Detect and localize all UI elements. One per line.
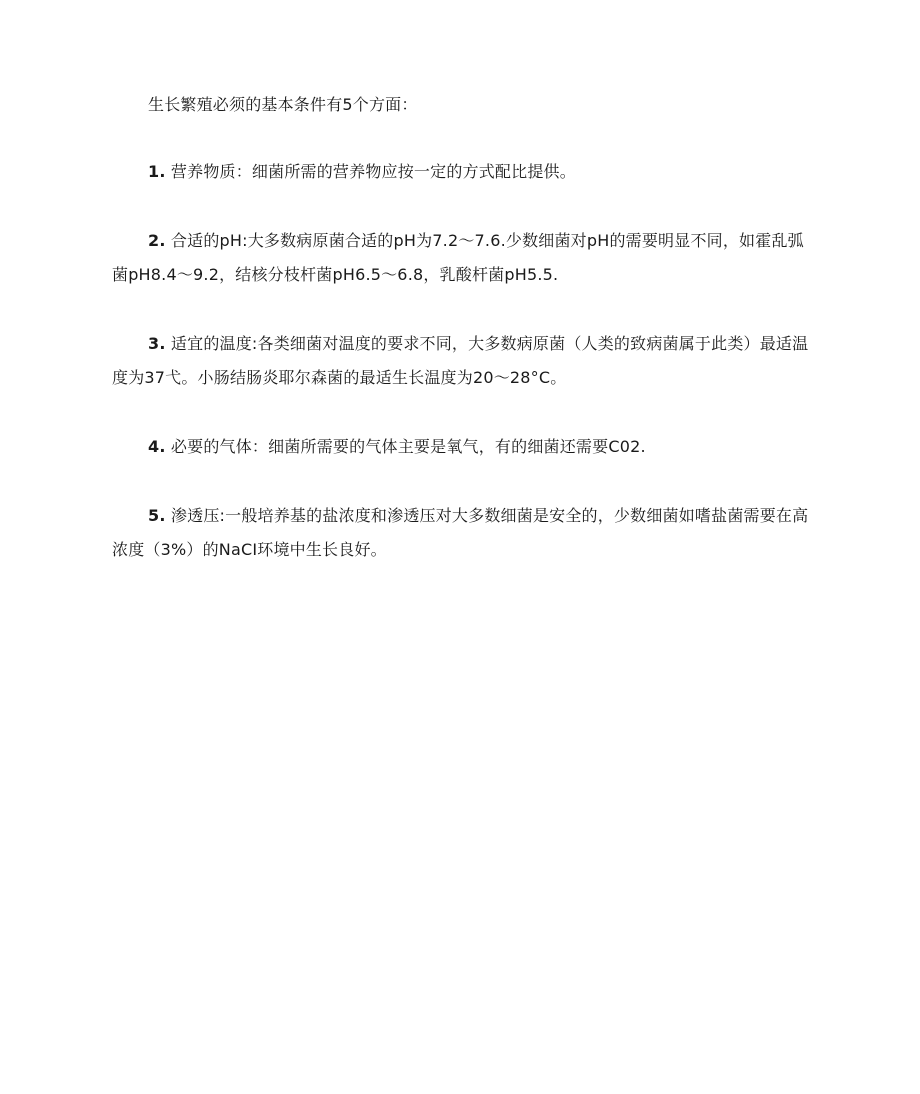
item-number: 4. (148, 437, 166, 456)
item-text: 必要的气体：细菌所需要的气体主要是氧气，有的细菌还需要C02. (170, 437, 646, 456)
list-item (112, 155, 812, 189)
list-item (112, 224, 812, 292)
item-text: 合适的pH:大多数病原菌合适的pH为7.2～7.6.少数细菌对pH的需要明显不同，如霍乱弧菌pH8.4～9.2，结核分枝杆菌pH6.5～6.8，乳酸杆菌pH5.5. (112, 231, 804, 284)
item-number: 2. (148, 231, 166, 250)
list-item (112, 430, 812, 464)
list-item (112, 327, 812, 395)
intro-paragraph: 生长繁殖必须的基本条件有5个方面： (148, 95, 418, 114)
item-number: 1. (148, 162, 166, 181)
item-number: 5. (148, 506, 166, 525)
item-text: 营养物质：细菌所需的营养物应按一定的方式配比提供。 (170, 162, 576, 181)
item-number: 3. (148, 334, 166, 353)
list-item (112, 499, 812, 567)
item-text: 渗透压:一般培养基的盐浓度和渗透压对大多数细菌是安全的，少数细菌如嗜盐菌需要在高浓度（3%）的NaCI环境中生长良好。 (112, 506, 809, 559)
item-text: 适宜的温度:各类细菌对温度的要求不同，大多数病原菌（人类的致病菌属于此类）最适温度为37弋。小肠结肠炎耶尔森菌的最适生长温度为20～28°C。 (112, 334, 809, 387)
document-page (112, 88, 812, 602)
